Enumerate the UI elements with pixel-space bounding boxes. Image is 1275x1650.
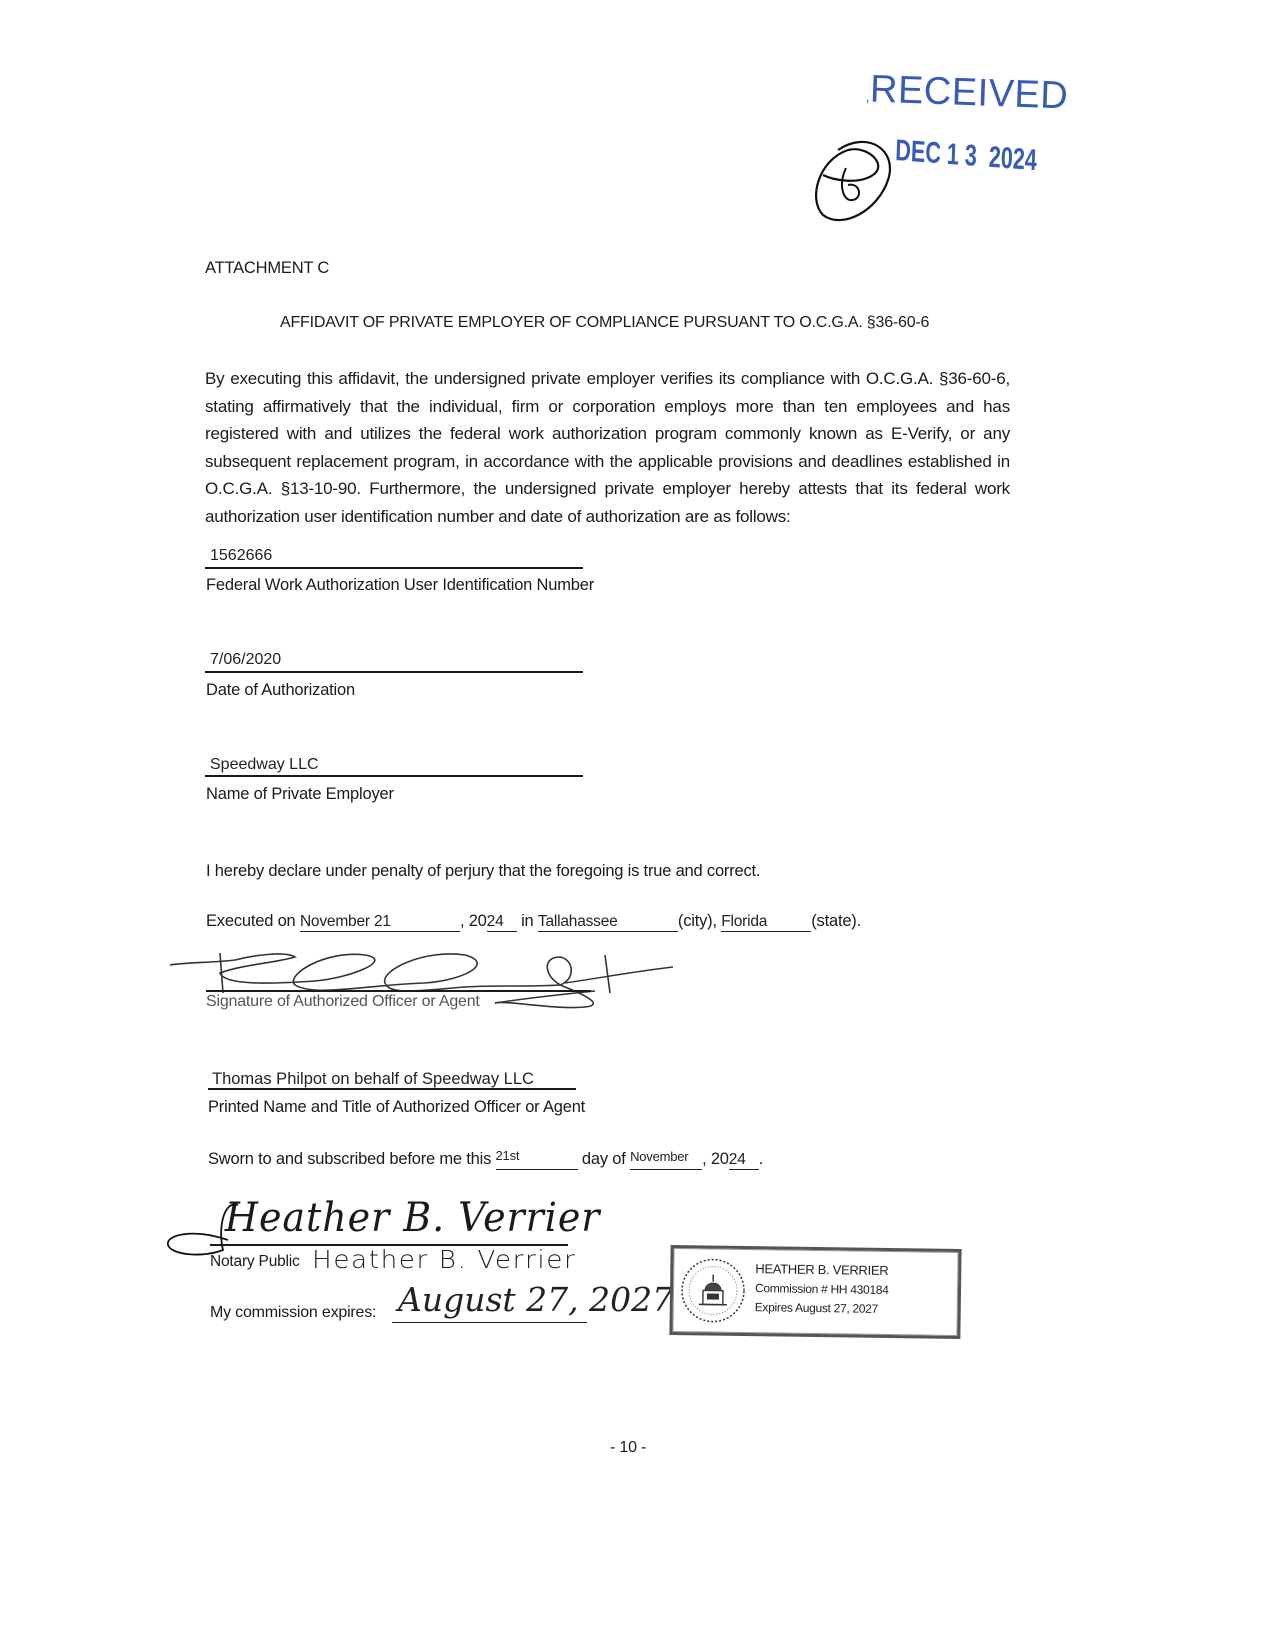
sworn-day-value: 21st (495, 1148, 520, 1163)
sworn-month-field (630, 1150, 702, 1170)
executed-year-prefix: , 20 (459, 912, 487, 930)
auth-date-value: 7/06/2020 (210, 651, 282, 668)
executed-state-label: (state). (811, 912, 861, 930)
seal-expires: Expires August 27, 2027 (754, 1300, 879, 1316)
auth-date-line (205, 671, 583, 673)
executed-city-label: (city), (677, 912, 717, 930)
sworn-day-field (496, 1150, 578, 1170)
received-stamp (865, 67, 1080, 118)
user-id-value: 1562666 (210, 547, 273, 564)
commission-expires-line (392, 1322, 587, 1323)
executed-city-field (538, 912, 678, 932)
notary-printed-handwritten: Heather B. Verrier (312, 1245, 577, 1274)
attachment-label: ATTACHMENT C (205, 259, 330, 277)
sworn-year-value: 24 (728, 1151, 746, 1168)
affidavit-paragraph: By executing this affidavit, the undersigned private employer verifies its compliance with O.C.G.A. §36-60-6, stating affirmatively that the individual, firm or corporation employs more than ten employees and has registered with and utilizes the federal work authorization program commonly known as E-Verify, or any subsequent replacement program, in accordance with the applicable provisions and deadlines established in O.C.G.A. §13-10-90. Furthermore, the undersigned private employer hereby attests that its federal work authorization user identification number and date of authorization are as follows: (205, 369, 1010, 526)
executed-city-value: Tallahassee (537, 913, 618, 930)
received-label: RECEIVED (869, 67, 1069, 118)
perjury-declaration: I hereby declare under penalty of perjury that the foregoing is true and correct. (206, 862, 761, 880)
employer-value: Speedway LLC (210, 756, 319, 773)
notary-seal-stamp (669, 1245, 961, 1339)
employer-label: Name of Private Employer (206, 785, 394, 803)
document-title: AFFIDAVIT OF PRIVATE EMPLOYER OF COMPLIANCE PURSUANT TO O.C.G.A. §36-60-6 (280, 314, 930, 331)
executed-in-label: in (521, 912, 534, 930)
user-id-line (205, 567, 583, 569)
executed-state-value: Florida (721, 913, 768, 930)
executed-prefix: Executed on (206, 912, 296, 930)
sworn-year-prefix: , 20 (702, 1150, 729, 1168)
seal-name: HEATHER B. VERRIER (755, 1261, 889, 1279)
sworn-month-value: November (630, 1149, 689, 1164)
printed-name-label: Printed Name and Title of Authorized Officer or Agent (208, 1098, 586, 1116)
received-stamp-dot: , (865, 88, 871, 105)
printed-name-line (208, 1088, 576, 1090)
sworn-day-of: day of (581, 1150, 626, 1168)
officer-signature-label: Signature of Authorized Officer or Agent (206, 993, 480, 1010)
executed-date-field (300, 912, 460, 932)
notary-signature: Heather B. Verrier (224, 1195, 601, 1241)
received-date: DEC 1 3 2024 (894, 134, 1038, 178)
sworn-year-field (729, 1150, 759, 1170)
user-id-label: Federal Work Authorization User Identification Number (206, 576, 595, 594)
sworn-prefix: Sworn to and subscribed before me this (208, 1150, 492, 1168)
seal-commission: Commission # HH 430184 (754, 1281, 889, 1298)
executed-line (206, 912, 861, 932)
employer-line (205, 775, 583, 777)
executed-year-field (487, 912, 517, 932)
initials-mark-icon (808, 130, 898, 230)
officer-signature-line (206, 990, 591, 992)
florida-seal-icon (679, 1256, 748, 1325)
executed-date-value: November 21 (299, 913, 391, 930)
officer-signature-icon (165, 945, 685, 1025)
commission-expires-label: My commission expires: (210, 1304, 377, 1321)
auth-date-label: Date of Authorization (206, 681, 355, 699)
executed-state-field (721, 912, 811, 932)
commission-expires-handwritten: August 27, 2027 (398, 1280, 674, 1319)
page-number: - 10 - (610, 1439, 647, 1456)
printed-name-value: Thomas Philpot on behalf of Speedway LLC (212, 1070, 534, 1088)
sworn-end: . (758, 1150, 764, 1168)
executed-year-value: 24 (486, 913, 504, 930)
notary-public-label: Notary Public (210, 1253, 300, 1270)
sworn-line (208, 1150, 763, 1170)
